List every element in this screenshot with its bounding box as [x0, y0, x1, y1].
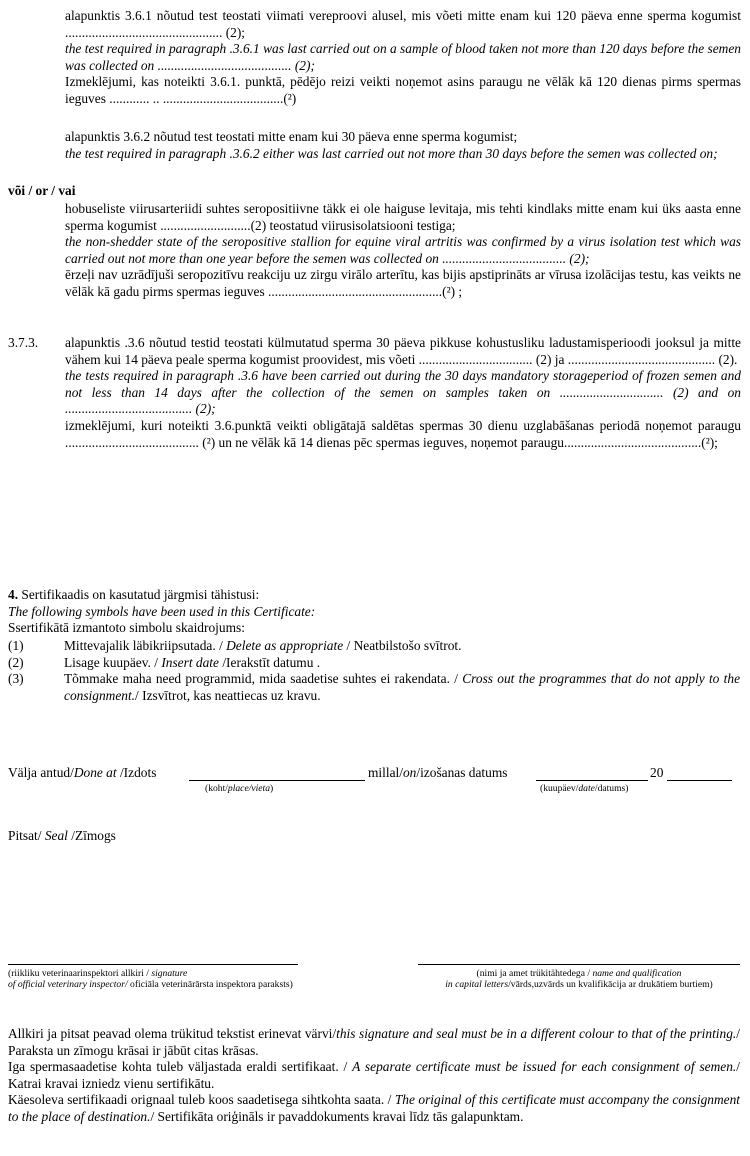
footer-note-lv: / Paraksta un zīmogu krāsai ir jābūt citas krāsas.: [8, 1026, 740, 1058]
place-caption: [205, 783, 273, 794]
done-at-lv: /Izdots: [116, 765, 157, 780]
non-shedder-lv: ērzeļi nav uzrādījuši seropozitīvu reakciju uz zirgu virālo arterītu, kas bijis apstiprināts ar vīrusa izolācijas testu, kas veikts ne vēlāk kā gadu pirms spermas ieguves ....................................................(²) ;: [65, 267, 741, 299]
symbol-et: Tõmmake maha need programmid, mida saadetise suhtes ei rakendata. /: [64, 671, 463, 687]
footer-note-en: this signature and seal must be in a different colour to that of the printing.: [336, 1026, 737, 1041]
symbol-en: Cross out the programmes that do not apply to the consignment.: [64, 671, 741, 703]
done-on-label: [368, 765, 507, 782]
name-caption-line1a: (nimi ja amet trükitähtedega /: [476, 968, 593, 979]
footer-note-et: Iga spermasaadetise kohta tuleb väljastada eraldi sertifikaat. /: [8, 1059, 353, 1075]
name-qualification-line[interactable]: [418, 964, 740, 965]
symbol-en: Delete as appropriate: [226, 638, 344, 653]
footer-note: [8, 1026, 740, 1059]
signature-caption-line1b: signature: [151, 968, 188, 979]
place-field[interactable]: [189, 780, 365, 781]
seal-label: [8, 828, 116, 845]
name-caption: [418, 968, 740, 990]
footer-note-lv: / Katrai kravai izniedz vienu sertifikātu.: [8, 1059, 741, 1091]
section-3-6-2: [65, 129, 741, 162]
signature-caption: [8, 968, 408, 990]
symbol-number: (2): [8, 654, 24, 670]
or-label: või / or / vai: [8, 183, 76, 198]
name-caption-line2b: /vārds,uzvārds un kvalifikācija ar drukātiem burtiem): [508, 979, 713, 990]
done-at-et: Välja antud/: [8, 765, 74, 780]
date-caption: [540, 783, 628, 794]
done-on-lv: /izošanas datums: [416, 765, 508, 780]
footer-note-lv: / Sertifikāta oriģināls ir pavaddokuments kravai līdz tās galapunktam.: [150, 1108, 524, 1124]
footer-note-et: Käesoleva sertifikaadi orignaal tuleb koos saadetisega sihtkohta saata. /: [8, 1092, 395, 1108]
symbol-lv: / Izsvītrot, kas neattiecas uz kravu.: [135, 687, 321, 703]
done-on-en: on: [402, 765, 417, 780]
date-caption-c: /datums): [594, 783, 629, 794]
section-3-6-1-en: the test required in paragraph .3.6.1 was last carried out on a sample of blood taken not more than 120 days before the semen was collected on ........................................ (2);: [65, 41, 741, 73]
symbols-heading-number: 4.: [8, 587, 19, 602]
symbol-number: (1): [8, 638, 24, 653]
section-3-6-1-lv: Izmeklējumi, kas noteikti 3.6.1. punktā, pēdējo reizi veikti noņemot asins paraugu ne vēlāk kā 120 dienas pirms spermas ieguves ............ .. ....................................(²): [65, 74, 741, 106]
place-caption-b: place/vieta: [227, 783, 271, 794]
signature-line[interactable]: [8, 964, 298, 965]
symbol-en: Insert date: [161, 654, 219, 670]
symbols-heading-et: Sertifikaadis on kasutatud järgmisi tähistusi:: [18, 587, 260, 602]
signature-caption-line2b: oficiāla veterinārārsta inspektora paraksts): [127, 979, 293, 990]
section-3-7-3: [65, 335, 741, 451]
signature-caption-line2a: of official veterinary inspector/: [8, 979, 128, 990]
signature-caption-line1a: (riikliku veterinaarinspektori allkiri /: [8, 968, 152, 979]
footer-note: [8, 1092, 740, 1125]
section-3-7-3-en: the tests required in paragraph .3.6 have been carried out during the 30 days mandatory storageperiod of frozen semen and not less than 14 days after the collection of the semen on samples taken on ............................... (2) and on ...................................... (2);: [65, 368, 741, 417]
symbols-heading-en: The following symbols have been used in this Certificate:: [8, 603, 316, 619]
place-caption-a: (koht/: [205, 783, 228, 794]
symbol-number: (3): [8, 671, 24, 687]
non-shedder-block: [65, 201, 741, 301]
symbols-list: [8, 638, 740, 704]
symbols-heading: [8, 587, 740, 637]
done-at-label: [8, 765, 156, 782]
seal-lv: /Zīmogs: [67, 828, 116, 843]
footer-note-en: A separate certificate must be issued for each consignment of semen.: [352, 1059, 737, 1075]
symbols-heading-lv: Ssertifikātā izmantoto simbolu skaidrojums:: [8, 620, 245, 636]
date-caption-b: date: [578, 783, 595, 794]
symbol-item: [8, 638, 740, 655]
section-3-6-1-et: alapunktis 3.6.1 nõutud test teostati viimati vereproovi alusel, mis võeti mitte enam kui 120 päeva enne sperma kogumist ............................................... (2);: [65, 8, 741, 40]
seal-en: Seal: [44, 828, 68, 843]
seal-et: Pitsat/: [8, 828, 45, 843]
year-field[interactable]: [667, 780, 732, 781]
place-caption-c: ): [270, 783, 274, 794]
done-at-en: Done at: [73, 765, 117, 780]
date-field[interactable]: [536, 780, 648, 781]
symbol-et: Lisage kuupäev. /: [64, 654, 162, 670]
section-3-6-1: [65, 8, 741, 108]
footer-note-et: Allkiri ja pitsat peavad olema trükitud tekstist erinevat värvi/: [8, 1026, 337, 1041]
date-caption-a: (kuupäev/: [540, 783, 579, 794]
section-3-6-2-en: the test required in paragraph .3.6.2 either was last carried out not more than 30 days before the semen was collected on;: [65, 145, 718, 161]
done-on-et: millal/: [368, 765, 403, 780]
name-caption-line1b: name and qualification: [592, 968, 682, 979]
section-3-6-2-et: alapunktis 3.6.2 nõutud test teostati mitte enam kui 30 päeva enne sperma kogumist;: [65, 129, 518, 144]
symbol-et: Mittevajalik läbikriipsutada. /: [64, 638, 227, 653]
section-3-7-3-et: alapunktis .3.6 nõutud testid teostati külmutatud sperma 30 päeva pikkuse kohustusliku ladustamisperioodi jooksul ja mitte vähem kui 14 päeva peale sperma kogumist proovidest, mis võeti .................................. (2) ja ............................................ (2).: [65, 335, 741, 367]
footer-note-en: The original of this certificate must accompany the consignment to the place of destination.: [8, 1092, 740, 1124]
name-caption-line2a: in capital letters: [445, 979, 509, 990]
symbol-item: [8, 671, 740, 704]
footer-note: [8, 1059, 740, 1092]
non-shedder-et: hobuseliste viirusarteriidi suhtes seropositiivne täkk ei ole haiguse levitaja, mis tehti kindlaks mitte enam kui üks aasta enne sperma kogumist ...........................(2) teostatud viirusisolatsiooni testiga;: [65, 201, 741, 233]
section-3-7-3-lv: izmeklējumi, kuri noteikti 3.6.punktā veikti obligātajā saldētas spermas 30 dienu uzglabāšanas periodā noņemot paraugu ........................................ (²) un ne vēlāk kā 14 dienas pēc spermas ieguves, noņemot paraugu.........................................(²);: [65, 417, 741, 450]
footer-notes: [8, 1026, 740, 1126]
symbol-item: [8, 655, 740, 672]
symbol-lv: /Ierakstīt datumu .: [218, 654, 321, 670]
year-prefix: 20: [650, 765, 664, 780]
section-3-7-3-number: 3.7.3.: [8, 335, 39, 350]
non-shedder-en: the non-shedder state of the seropositive stallion for equine viral artritis was confirmed by a virus isolation test which was carried out not more than one year before the semen was collected on ..................................... (2);: [65, 234, 741, 266]
symbol-lv: / Neatbilstošo svītrot.: [343, 638, 462, 653]
